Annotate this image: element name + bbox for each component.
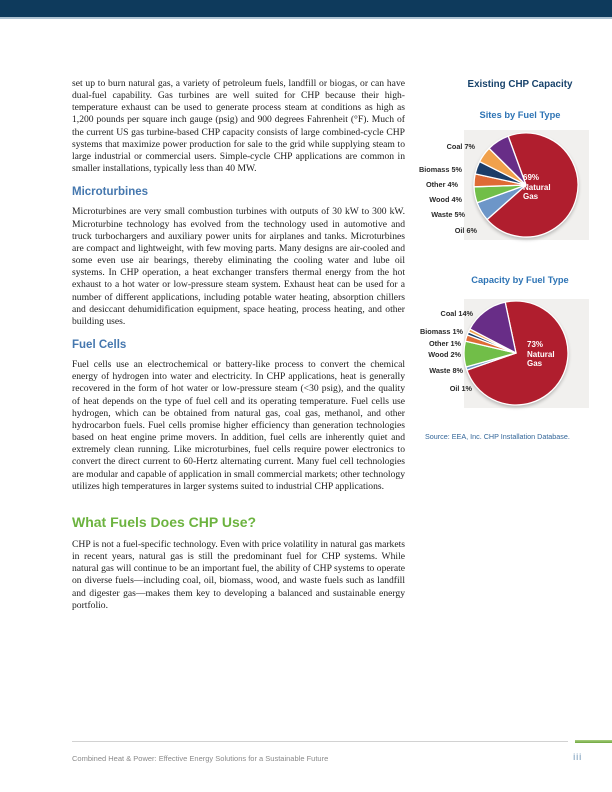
section-heading-what-fuels: What Fuels Does CHP Use? [72, 513, 257, 530]
pie-label-other: Other 4% [425, 180, 458, 189]
section-heading-microturbines: Microturbines [72, 186, 149, 199]
pie-center-label-sites: 69% Natural Gas [523, 173, 551, 202]
chart-title-sites: Sites by Fuel Type [479, 110, 561, 120]
section-heading-fuel-cells: Fuel Cells [72, 338, 127, 351]
page-header-band [0, 0, 612, 19]
pie-label-waste: Waste 8% [429, 366, 463, 375]
pie-center-label-capacity: 73% Natural Gas [527, 340, 555, 369]
fuel-cells-paragraph: Fuel cells use an electrochemical or battery-like process to convert the chemical energy of hydrogen into water and electricity. In CHP applications, heat is generally recovered in the form of hot water or low-pressure steam (<30 psig), and the quality of heat depends on the type of fuel cell and its operating temperature. Fuel cells use hydrogen, which can be obtained from natural gas, coal gas, methanol, and other hydrocarbon fuels. Fuel cells promise higher efficiency than generation technologies based on heat engine prime movers. In addition, fuel cells are inherently quiet and extremely clean running. Like microturbines, fuel cells require power electronics to convert the direct current to 60-Hertz alternating current. Many fuel cell technologies are modular and capable of application in small commercial markets; other technology utilizes high temperatures in larger systems suited to industrial CHP applications. [72, 359, 405, 492]
footer-green-accent-bar [575, 740, 612, 743]
intro-paragraph: set up to burn natural gas, a variety of petroleum fuels, landfill or biogas, or can have dual-fuel capability. Gas turbines are well suited for CHP because their high-temperature exhaust can be used to generate process steam at conditions as high as 1,200 pounds per square inch gauge (psig) and 900 degrees Fahrenheit (°F). Much of the current US gas turbine-based CHP capacity consists of large combined-cycle CHP systems that maximize power production for sale to the grid while supplying steam to large industrial or commercial users. Simple-cycle CHP applications are common in smaller installations, typically less than 40 MW. [72, 78, 405, 175]
chart-title-capacity: Capacity by Fuel Type [471, 275, 569, 285]
pie-label-other: Other 1% [428, 339, 461, 348]
sidebar-title: Existing CHP Capacity [467, 79, 573, 90]
pie-label-oil: Oil 6% [454, 226, 477, 235]
pie-label-wood: Wood 4% [429, 195, 462, 204]
pie-label-coal: Coal 14% [440, 309, 473, 318]
pie-label-waste: Waste 5% [431, 210, 465, 219]
footer-title: Combined Heat & Power: Effective Energy Solutions for a Sustainable Future [72, 754, 329, 763]
page-number: iii [573, 752, 583, 762]
what-fuels-paragraph: CHP is not a fuel-specific technology. Even with price volatility in natural gas markets in recent years, natural gas is still the predominant fuel for CHP systems. While natural gas will continue to be an important fuel, the ability of CHP systems to operate on diverse fuels—including coal, oil, biomass, wood, and waste fuels such as landfill and digester gas—makes them key to developing a balanced and sustainable energy portfolio. [72, 539, 405, 611]
pie-label-wood: Wood 2% [428, 350, 461, 359]
main-text-column [72, 78, 405, 612]
pie-label-biomass: Biomass 1% [420, 327, 463, 336]
pie-label-oil: Oil 1% [449, 384, 472, 393]
footer-divider [72, 741, 568, 742]
pie-label-coal: Coal 7% [446, 142, 475, 151]
chart-source-note: Source: EEA, Inc. CHP Installation Database. [425, 432, 570, 441]
pie-label-biomass: Biomass 5% [419, 165, 462, 174]
microturbines-paragraph: Microturbines are very small combustion turbines with outputs of 30 kW to 300 kW. Microturbine technology has evolved from the technology used in automotive and truck turbochargers and auxiliary power units for airplanes and tanks. Microturbines are compact and lightweight, with few moving parts. Many designs are air-cooled and some even use air bearings, thereby eliminating the cooling water and lube oil systems. In CHP operation, a heat exchanger transfers thermal energy from the hot exhaust to a hot water or low-pressure steam system. Exhaust heat can be used for a number of different applications, including potable water heating, absorption chillers and desiccant dehumidification equipment, space heating, process heating, and other building uses. [72, 206, 405, 327]
